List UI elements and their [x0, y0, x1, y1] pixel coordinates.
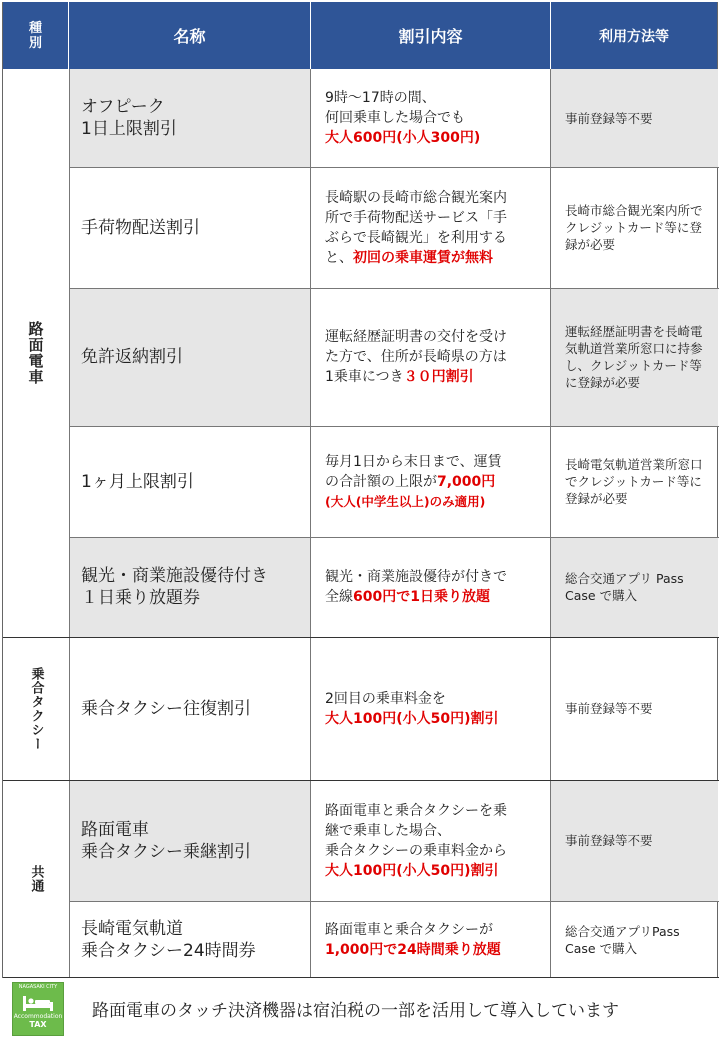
row-name: 1ヶ月上限割引: [81, 471, 194, 492]
row-name: オフピーク 1日上限割引: [81, 97, 177, 139]
row-desc: 長崎駅の長崎市総合観光案内 所で手荷物配送サービス「手 ぶらで長崎観光」を利用する と、初回の乗車運賃が無料: [325, 189, 507, 266]
row-desc: 路面電車と乗合タクシーが 1,000円で24時間乗り放題: [325, 921, 501, 958]
discount-table: [2, 2, 718, 978]
row-usage: 事前登録等不要: [565, 701, 653, 716]
category-common: 共通: [28, 864, 44, 893]
footer-note-area: [0, 982, 720, 1040]
row-usage: 総合交通アプリPass Case で購入: [565, 923, 680, 956]
row-desc: 2回目の乗車料金を 大人100円(小人50円)割引: [325, 690, 499, 727]
row-usage: 長崎市総合観光案内所でクレジットカード等に登録が必要: [565, 203, 703, 252]
row-desc: 毎月1日から末日まで、運賃 の合計額の上限が7,000円 (大人(中学生以上)のみ適用): [325, 453, 502, 509]
row-usage: 事前登録等不要: [565, 833, 653, 848]
row-desc: 9時～17時の間、 何回乗車した場合でも 大人600円(小人300円): [325, 90, 481, 146]
row-name: 路面電車 乗合タクシー乗継割引: [81, 819, 251, 862]
row-desc: 路面電車と乗合タクシーを乗 継で乗車した場合、 乗合タクシーの乗車料金から 大人100円(小人50円)割引: [325, 802, 507, 879]
row-usage: 長崎電気軌道営業所窓口でクレジットカード等に登録が必要: [565, 457, 703, 506]
category-taxi: 乗合タクシー: [28, 666, 44, 751]
bed-icon: [21, 993, 55, 1013]
row-usage: 運転経歴証明書を長崎電気軌道営業所窓口に持参し、クレジットカード等に登録が必要: [565, 324, 703, 390]
footer-note: 路面電車のタッチ決済機器は宿泊税の一部を活用して導入しています: [92, 1001, 619, 1021]
row-usage: 事前登録等不要: [565, 110, 653, 126]
row-name: 乗合タクシー往復割引: [81, 698, 251, 719]
row-desc: 運転経歴証明書の交付を受け た方で、住所が長崎県の方は 1乗車につき３０円割引: [325, 329, 507, 385]
row-name: 免許返納割引: [81, 347, 183, 367]
row-name: 観光・商業施設優待付き １日乗り放題券: [81, 566, 268, 608]
header-usage: 利用方法等: [551, 2, 717, 69]
row-name: 手荷物配送割引: [81, 217, 200, 238]
header-discount: 割引内容: [311, 2, 551, 69]
accommodation-tax-logo: NAGASAKI CITY Accommodation TAX: [12, 982, 64, 1036]
header-category: 種別: [3, 2, 69, 69]
row-desc: 観光・商業施設優待が付きで 全線600円で1日乗り放題: [325, 569, 507, 605]
header-name: 名称: [69, 2, 311, 69]
row-name: 長崎電気軌道 乗合タクシー24時間券: [81, 918, 256, 961]
row-usage: 総合交通アプリ Pass Case で購入: [565, 571, 684, 603]
category-tram: 路面電車: [26, 321, 45, 385]
